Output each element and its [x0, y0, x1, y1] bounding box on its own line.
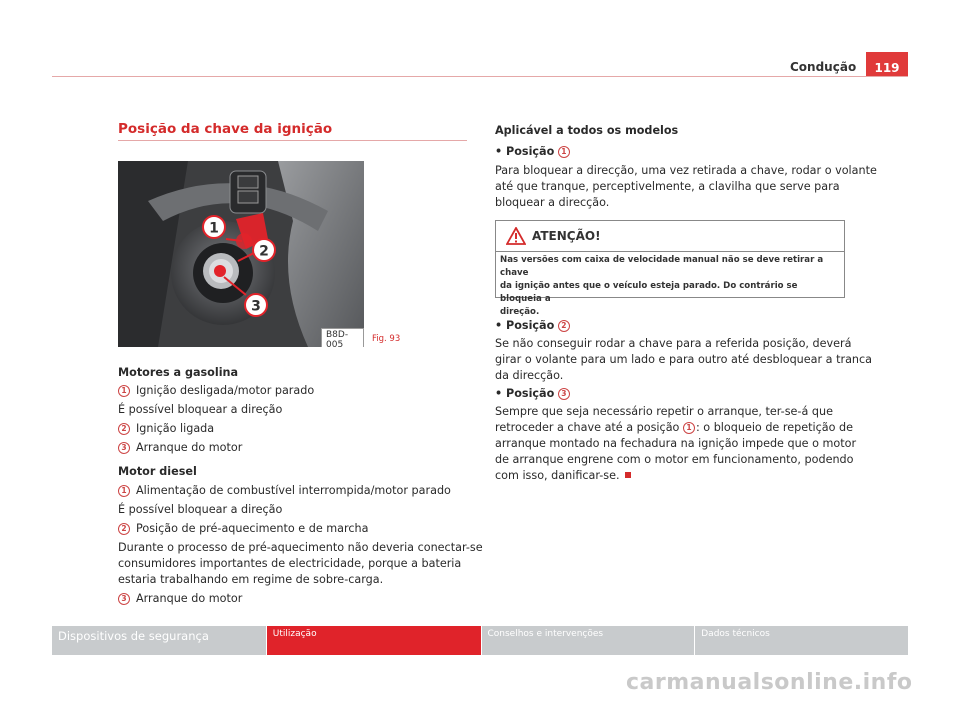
- position-2-label: • Posição 2: [495, 317, 576, 334]
- callout-label: 2: [259, 243, 269, 260]
- position-3-text-l1: Sempre que seja necessário repetir o arranque, ter-se-á que: [495, 405, 833, 418]
- step-number: 2: [118, 523, 130, 535]
- step-number: 1: [118, 385, 130, 397]
- position-2-text-l2: girar o volante para um lado e para outro até desbloquear a tranca: [495, 353, 873, 366]
- step-number: 3: [118, 442, 130, 454]
- step-number: 3: [558, 388, 570, 400]
- callout-label: 1: [209, 220, 219, 237]
- position-3-text-l4: de arranque engrene com o motor em funcionamento, podendo: [495, 453, 854, 466]
- petrol-heading: Motores a gasolina: [118, 366, 239, 379]
- chapter-title: Condução: [790, 60, 857, 74]
- step-number: 1: [558, 146, 570, 158]
- end-marker-icon: [625, 472, 631, 478]
- position-1-text-l3: bloquear a direcção.: [495, 196, 610, 209]
- diesel-item-2: 2 Posição de pré-aquecimento e de marcha: [118, 520, 368, 537]
- position-2-text-l1: Se não conseguir rodar a chave para a referida posição, deverá: [495, 337, 852, 350]
- tab-safety[interactable]: Dispositivos de segurança: [52, 626, 266, 655]
- diesel-heading: Motor diesel: [118, 465, 197, 478]
- right-heading: Aplicável a todos os modelos: [495, 124, 679, 137]
- watermark: carmanualsonline.info: [626, 670, 913, 695]
- position-3-text-l5: com isso, danificar-se.: [495, 467, 631, 484]
- footer-tabs: [52, 626, 908, 655]
- step-number: 2: [118, 423, 130, 435]
- tab-technical-data[interactable]: Dados técnicos: [695, 626, 908, 655]
- position-2-text-l3: da direcção.: [495, 369, 564, 382]
- ignition-illustration: [118, 161, 364, 347]
- ignition-figure: [118, 161, 364, 347]
- warning-title: ATENÇÃO!: [532, 229, 601, 243]
- position-1-label: • Posição 1: [495, 143, 576, 160]
- step-number: 1: [683, 422, 695, 434]
- warning-header: [496, 221, 844, 252]
- diesel-note-2-l2: consumidores importantes de electricidade, porque a bateria: [118, 557, 462, 570]
- figure-caption: Fig. 93: [372, 334, 401, 344]
- petrol-note: É possível bloquear a direção: [118, 403, 283, 416]
- step-number: 2: [558, 320, 570, 332]
- page-number: 119: [866, 52, 908, 77]
- section-title: Posição da chave da ignição: [118, 121, 333, 137]
- petrol-item-3: 3 Arranque do motor: [118, 439, 242, 456]
- position-1-text-l2: até que tranque, perceptivelmente, a clavilha que serve para: [495, 180, 840, 193]
- diesel-item-3: 3 Arranque do motor: [118, 590, 242, 607]
- callout-label: 3: [251, 298, 261, 315]
- tab-operation[interactable]: Utilização: [267, 626, 481, 655]
- tab-advice[interactable]: Conselhos e intervenções: [482, 626, 695, 655]
- diesel-note-2-l3: estaria trabalhando em regime de sobre-carga.: [118, 573, 384, 586]
- position-3-text-l2: retroceder a chave até a posição 1 : o bloqueio de repetição de: [495, 421, 853, 434]
- petrol-item-2: 2 Ignição ligada: [118, 420, 214, 437]
- diesel-note-1: É possível bloquear a direção: [118, 503, 283, 516]
- header-rule: [52, 76, 908, 77]
- position-3-label: • Posição 3: [495, 385, 576, 402]
- diesel-item-1: 1 Alimentação de combustível interrompida/motor parado: [118, 482, 451, 499]
- step-number: 3: [118, 593, 130, 605]
- figure-code: B8D-005: [321, 328, 364, 347]
- section-rule: [118, 140, 467, 141]
- diesel-note-2-l1: Durante o processo de pré-aquecimento não deveria conectar-se: [118, 541, 483, 554]
- warning-triangle-icon: [506, 227, 526, 245]
- position-1-text-l1: Para bloquear a direcção, uma vez retirada a chave, rodar o volante: [495, 164, 877, 177]
- warning-text: Nas versões com caixa de velocidade manual não se deve retirar a chave da ignição antes que o veículo esteja parado. Do contrário se bloqueia a direção.: [500, 255, 824, 317]
- position-3-text-l3: arranque montado na fechadura na ignição impede que o motor: [495, 437, 857, 450]
- petrol-item-1: 1 Ignição desligada/motor parado: [118, 382, 314, 399]
- warning-box: [495, 220, 845, 317]
- step-number: 1: [118, 485, 130, 497]
